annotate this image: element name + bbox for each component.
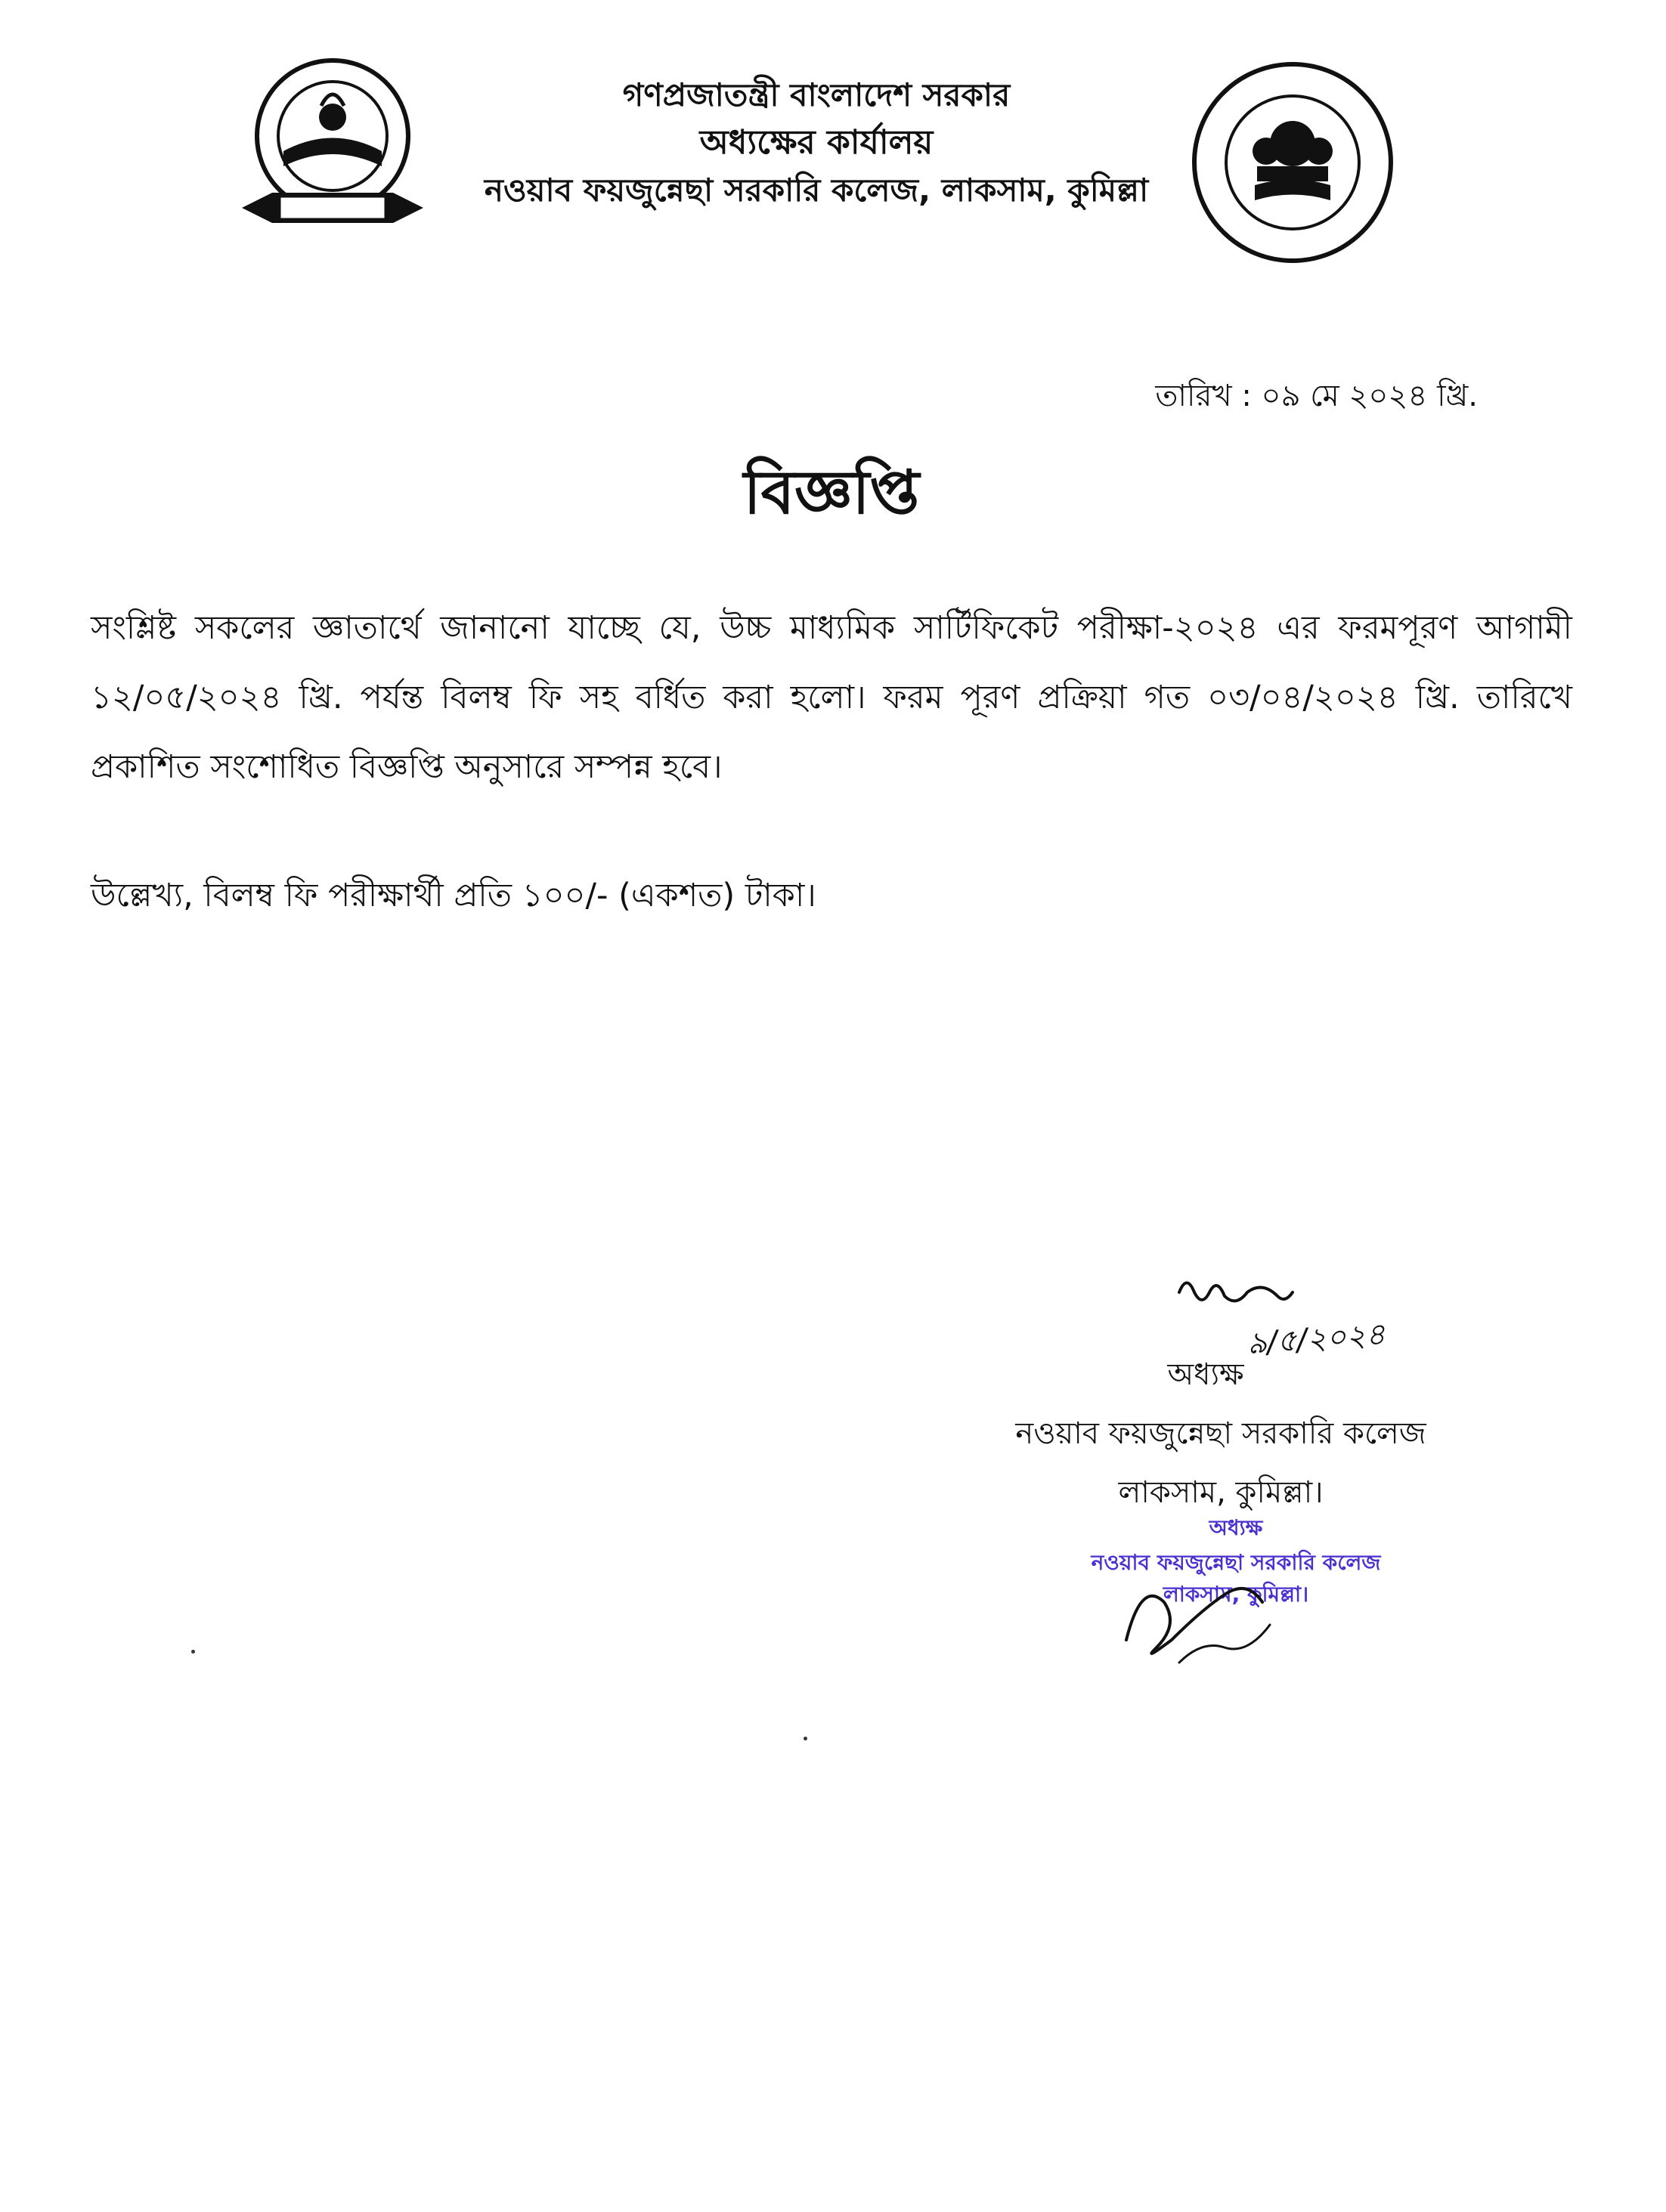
education-emblem-icon [1183, 53, 1402, 272]
signatory-institution: নওয়াব ফয়জুন্নেছা সরকারি কলেজ [1015, 1416, 1426, 1451]
stamp-initials [1111, 1549, 1315, 1678]
college-seal-icon [227, 53, 438, 242]
signatory-location: লাকসাম, কুমিল্লা। [1118, 1475, 1324, 1510]
notice-note: উল্লেখ্য, বিলম্ব ফি পরীক্ষার্থী প্রতি ১০০/- (একশত) টাকা। [91, 877, 816, 914]
notice-body: সংশ্লিষ্ট সকলের জ্ঞাতার্থে জানানো যাচ্ছে যে, উচ্চ মাধ্যমিক সার্টিফিকেট পরীক্ষা-২০২৪ এর ফরমপূরণ আগামী ১২/০৫/২০২৪ খ্রি. পর্যন্ত বিলম্ব ফি সহ বর্ধিত করা হলো। ফরম পূরণ প্রক্রিয়া গত ০৩/০৪/২০২৪ খ্রি. তারিখে প্রকাশিত সংশোধিত বিজ্ঞপ্তি অনুসারে সম্পন্ন হবে। [91, 609, 1572, 786]
scan-speck [191, 1650, 195, 1654]
signatory-designation: অধ্যক্ষ [1167, 1357, 1244, 1392]
college-name: নওয়াব ফয়জুন্নেছা সরকারি কলেজ, লাকসাম, কুমিল্লা [484, 172, 1149, 209]
stamp-institution: নওয়াব ফয়জুন্নেছা সরকারি কলেজ [1091, 1550, 1381, 1575]
notice-date: তারিখ : ০৯ মে ২০২৪ খ্রি. [1155, 379, 1478, 413]
office-name: অধ্যক্ষের কার্যালয় [699, 123, 934, 162]
initials-scribble-icon [1111, 1549, 1315, 1678]
signature-block [971, 1345, 1470, 1522]
education-emblem-logo [1183, 53, 1402, 272]
notice-title: বিজ্ঞপ্তি [743, 457, 920, 527]
letterhead [454, 72, 1179, 214]
stamp-location: লাকসাম, কুমিল্লা। [1163, 1582, 1309, 1607]
handwritten-date: ৯/৫/২০২৪ [1246, 1316, 1387, 1362]
government-name: গণপ্রজাতন্ত্রী বাংলাদেশ সরকার [622, 76, 1011, 113]
stamp-title: অধ্যক্ষ [1209, 1515, 1263, 1540]
scan-speck [804, 1737, 807, 1740]
college-seal-logo [227, 53, 438, 242]
